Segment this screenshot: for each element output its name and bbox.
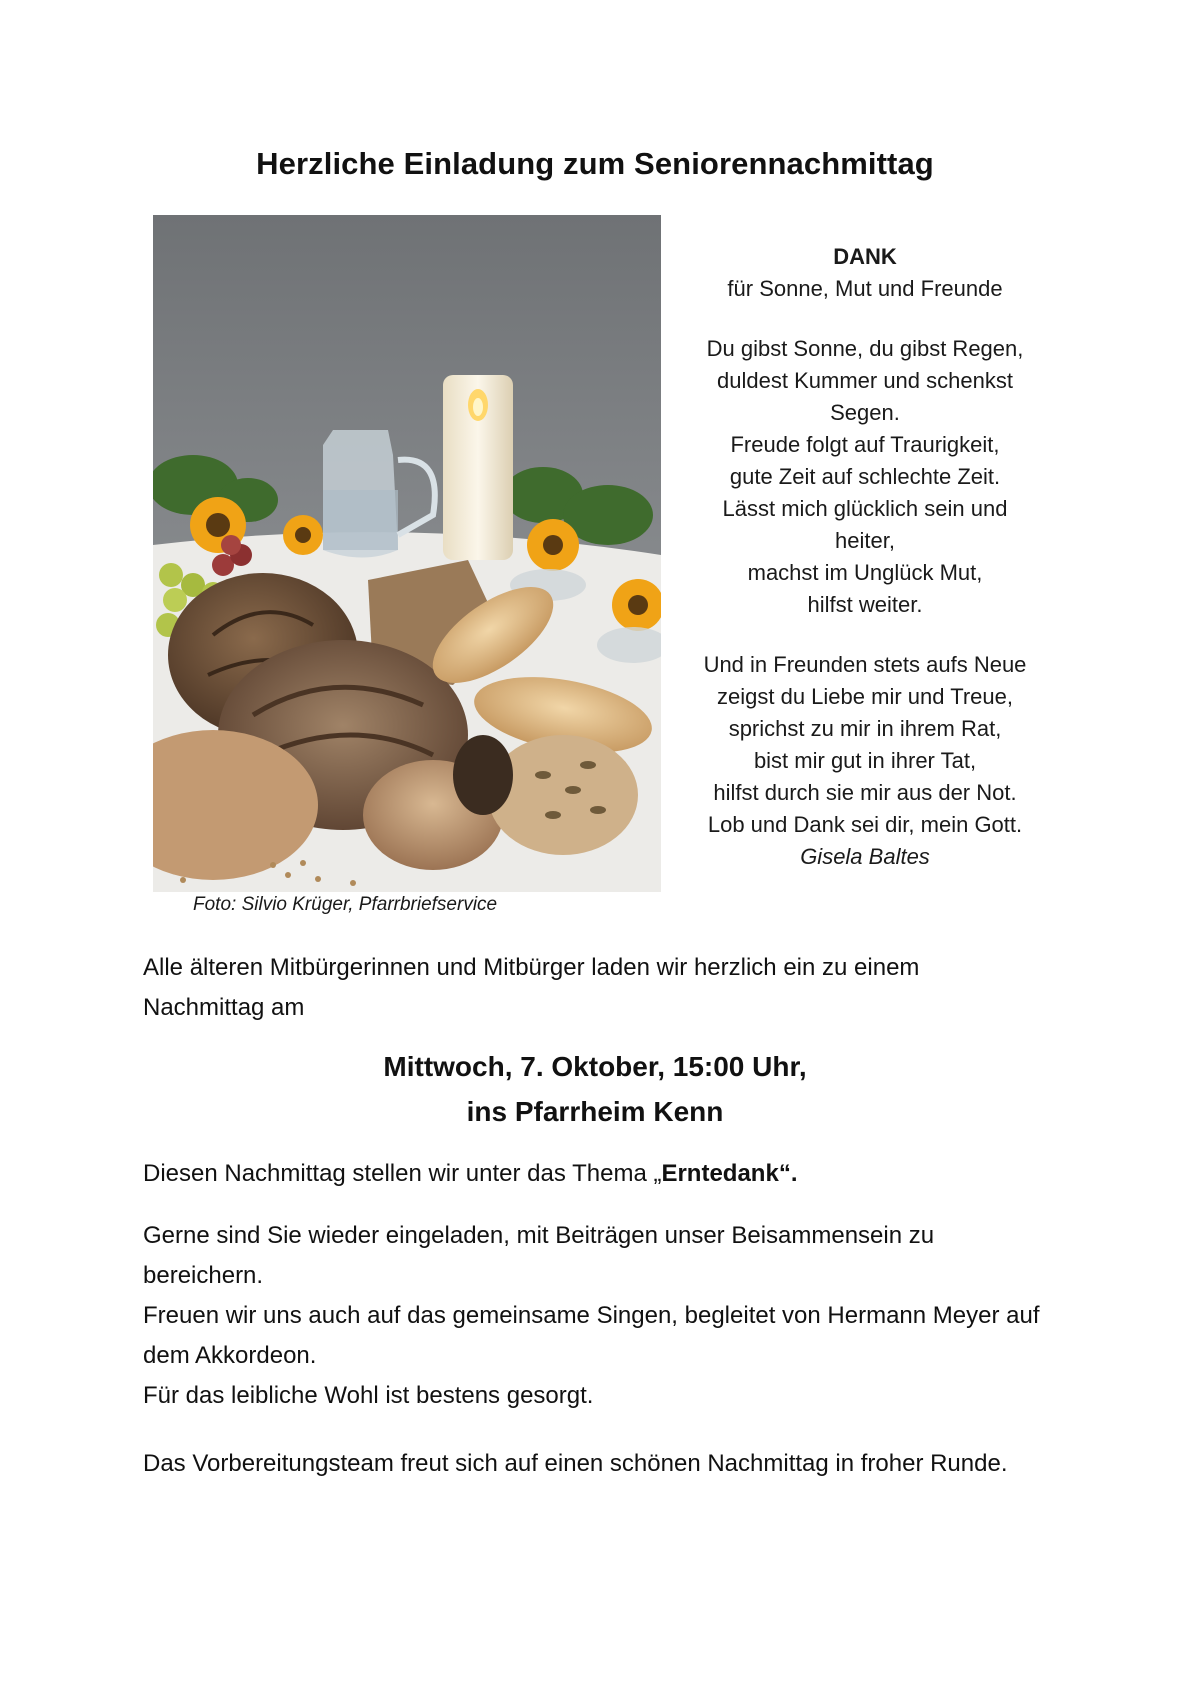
poem-line: hilfst weiter. [807, 592, 923, 617]
details-paragraph [143, 1216, 1043, 1416]
event-date: Mittwoch, 7. Oktober, 15:00 Uhr, [383, 1051, 807, 1082]
topic-highlight: Erntedank [661, 1160, 779, 1187]
event-location: ins Pfarrheim Kenn [466, 1096, 724, 1127]
poem-line: Lässt mich glücklich sein und [722, 496, 1008, 521]
poem-line: zeigst du Liebe mir und Treue, [717, 684, 1013, 709]
poem-line: sprichst zu mir in ihrem Rat, [728, 716, 1002, 741]
topic-paragraph [143, 1154, 1043, 1194]
poem-line: machst im Unglück Mut, [747, 560, 983, 585]
poem-line: Und in Freunden stets aufs Neue [703, 652, 1027, 677]
closing-paragraph: Das Vorbereitungsteam freut sich auf einen schönen Nachmittag in froher Runde. [143, 1450, 1008, 1477]
bread-photo-illustration [153, 215, 661, 892]
poem-stanza-2 [680, 649, 1050, 873]
poem-stanza-1 [680, 333, 1050, 621]
page-title: Herzliche Einladung zum Seniorennachmittag [256, 146, 934, 181]
poem-line: Freude folgt auf Traurigkeit, [730, 432, 1000, 457]
details-line: Freuen wir uns auch auf das gemeinsame Singen, begleitet von Hermann Meyer auf dem Akkordeon. [143, 1302, 1040, 1369]
poem-subtitle: für Sonne, Mut und Freunde [727, 276, 1003, 301]
event-details [0, 1044, 1190, 1134]
photo-credit: Foto: Silvio Krüger, Pfarrbriefservice [193, 894, 498, 915]
intro-paragraph: Alle älteren Mitbürgerinnen und Mitbürger laden wir herzlich ein zu einem Nachmittag am [143, 954, 920, 1021]
poem-line: Du gibst Sonne, du gibst Regen, [706, 336, 1024, 361]
topic-prefix: Diesen Nachmittag stellen wir unter das Thema „ [143, 1160, 662, 1187]
poem-title: DANK [833, 244, 897, 269]
poem-line: Segen. [830, 400, 900, 425]
poem-line: bist mir gut in ihrer Tat, [753, 748, 977, 773]
details-line: Gerne sind Sie wieder eingeladen, mit Beiträgen unser Beisammensein zu bereichern. [143, 1222, 935, 1289]
poem [680, 241, 1050, 873]
poem-line: duldest Kummer und schenkst [717, 368, 1013, 393]
bread-photo [153, 215, 661, 892]
poem-line: gute Zeit auf schlechte Zeit. [729, 464, 1001, 489]
poem-line: Lob und Dank sei dir, mein Gott. [707, 812, 1023, 837]
details-line: Für das leibliche Wohl ist bestens gesorgt. [143, 1382, 594, 1409]
topic-suffix: “. [778, 1160, 798, 1187]
poem-line: heiter, [835, 528, 895, 553]
poem-line: hilfst durch sie mir aus der Not. [713, 780, 1017, 805]
poem-author: Gisela Baltes [800, 844, 930, 869]
